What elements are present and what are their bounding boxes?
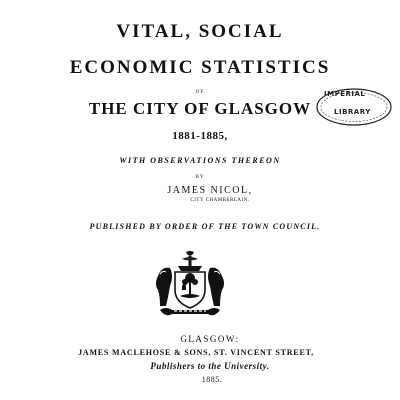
imprint-city: GLASGOW:	[180, 334, 240, 344]
stamp-line-2: LIBRARY	[334, 108, 371, 116]
years: 1881-1885,	[172, 130, 228, 142]
observations-line: WITH OBSERVATIONS THEREON	[119, 156, 281, 165]
title-line-3: THE CITY OF GLASGOW	[88, 99, 312, 118]
author-name: JAMES NICOL,	[167, 185, 253, 196]
author-role: CITY CHAMBERLAIN.	[190, 198, 250, 203]
coat-of-arms-icon	[150, 250, 230, 320]
stamp-line-1: IMPERIAL	[324, 90, 366, 98]
title-line-2: ECONOMIC STATISTICS	[69, 57, 331, 78]
title-line-1: VITAL, SOCIAL	[116, 21, 284, 42]
title-of: OF	[195, 90, 205, 95]
by-line: BY	[195, 175, 205, 180]
imprint-year: 1885.	[201, 375, 223, 384]
imprint-printer: JAMES MACLEHOSE & SONS, ST. VINCENT STREET,	[78, 348, 314, 357]
published-by: PUBLISHED BY ORDER OF THE TOWN COUNCIL.	[89, 222, 321, 231]
imprint-role: Publishers to the University.	[150, 361, 270, 371]
library-stamp	[314, 86, 394, 128]
